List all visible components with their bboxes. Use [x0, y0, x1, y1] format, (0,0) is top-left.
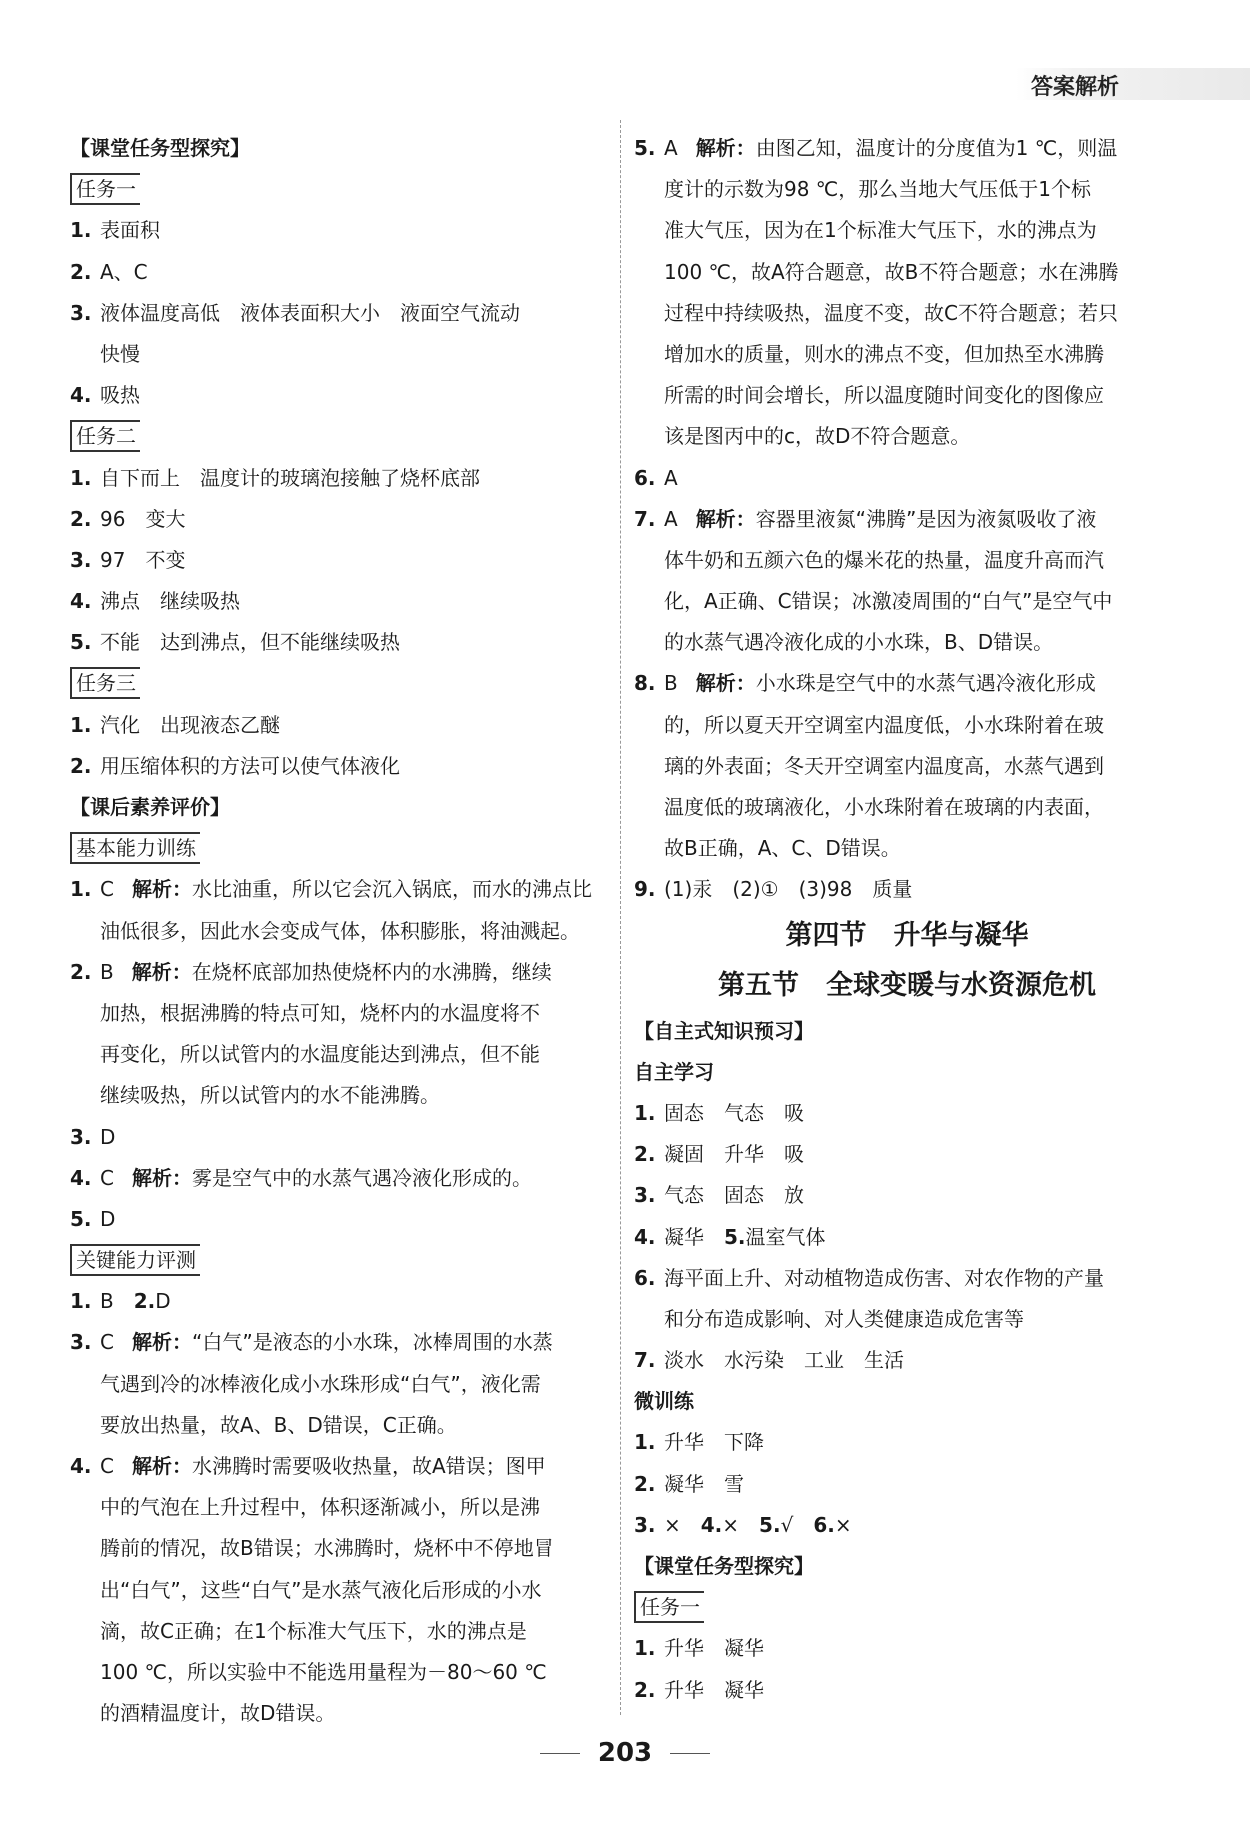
- answer-line: [70, 705, 610, 746]
- answer-text: 温室气体: [745, 1224, 826, 1249]
- answer-text: (1)汞 (2)① (3)98 质量: [664, 877, 913, 902]
- question-number: 3.: [70, 300, 92, 325]
- answer-line: [634, 1340, 1180, 1381]
- question-number: 1.: [70, 1289, 92, 1314]
- page-number: 203: [597, 1738, 653, 1768]
- answer-line: [634, 787, 1180, 828]
- answer-line: [634, 828, 1180, 869]
- subsection-label-text: 任务一: [70, 173, 140, 205]
- question-number: 3.: [634, 1512, 656, 1537]
- explanation-label: 解析：: [131, 877, 192, 902]
- question-number: 4.: [700, 1512, 723, 1537]
- answer-line: [70, 1117, 610, 1158]
- answer-line: [70, 1158, 610, 1199]
- section-label-text: 【课后素养评价】: [70, 795, 230, 819]
- question-number: 9.: [634, 877, 656, 902]
- answer-line: [634, 1093, 1180, 1134]
- answer-line: [634, 1628, 1180, 1669]
- section-label: [634, 1011, 1180, 1052]
- answer-text: ×: [664, 1512, 701, 1537]
- answer-text: 液体温度高低 液体表面积大小 液面空气流动: [100, 300, 520, 325]
- answer-line: [70, 1034, 610, 1075]
- question-number: 2.: [70, 506, 92, 531]
- subsection-label: [70, 169, 610, 210]
- answer-continuation: 的，所以夏天开空调室内温度低，小水珠附着在玻: [664, 712, 1104, 737]
- answer-text: D: [100, 1124, 116, 1149]
- question-number: 2.: [634, 1677, 656, 1702]
- answer-continuation: 气遇到冷的冰棒液化成小水珠形成“白气”，液化需: [100, 1371, 541, 1396]
- question-number: 6.: [634, 465, 656, 490]
- question-number: 2.: [70, 959, 92, 984]
- answer-choice: B: [100, 959, 114, 984]
- explanation-label: 解析：: [131, 1330, 192, 1355]
- question-number: 4.: [70, 1165, 92, 1190]
- answer-line: [70, 458, 610, 499]
- answer-text: 容器里液氮“沸腾”是因为液氮吸收了液: [755, 506, 1097, 531]
- answer-continuation: 加热，根据沸腾的特点可知，烧杯内的水温度将不: [100, 1000, 540, 1025]
- answer-line: [634, 705, 1180, 746]
- answer-text: B: [100, 1289, 134, 1314]
- answer-text: 97 不变: [100, 547, 186, 572]
- answer-line: [70, 1322, 610, 1363]
- answer-line: [634, 416, 1180, 457]
- question-number: 5.: [70, 630, 92, 655]
- answer-continuation: 快慢: [100, 341, 140, 366]
- explanation-label: 解析：: [131, 1165, 192, 1190]
- answer-line: [70, 1693, 610, 1734]
- answer-continuation: 过程中持续吸热，温度不变，故C不符合题意；若只: [664, 300, 1118, 325]
- answer-continuation: 腾前的情况，故B错误；水沸腾时，烧杯中不停地冒: [100, 1536, 554, 1561]
- answer-line: [70, 952, 610, 993]
- answer-line: [634, 1381, 1180, 1422]
- answer-line: [634, 1134, 1180, 1175]
- question-number: 3.: [70, 1330, 92, 1355]
- subsection-label-text: 任务一: [634, 1591, 704, 1623]
- answer-text: √: [780, 1512, 814, 1537]
- question-number: 6.: [813, 1512, 835, 1537]
- answer-line: [70, 540, 610, 581]
- answer-line: [70, 622, 610, 663]
- answer-continuation: 再变化，所以试管内的水温度能达到沸点，但不能: [100, 1042, 540, 1067]
- answer-line: [634, 458, 1180, 499]
- question-number: 2.: [133, 1289, 156, 1314]
- question-number: 3.: [70, 547, 92, 572]
- answer-choice: C: [100, 1330, 114, 1355]
- answer-text: 水沸腾时需要吸收热量，故A错误；图甲: [191, 1454, 546, 1478]
- section-label-text: 【自主式知识预习】: [634, 1018, 814, 1043]
- answer-text: 升华 凝华: [664, 1636, 764, 1661]
- question-number: 4.: [634, 1224, 656, 1249]
- question-number: 5.: [724, 1224, 746, 1249]
- answer-text: 气态 固态 放: [664, 1183, 804, 1208]
- answer-text: A: [664, 465, 678, 490]
- question-number: 1.: [634, 1636, 656, 1661]
- answer-line: [70, 1364, 610, 1405]
- answer-text: 在烧杯底部加热使烧杯内的水沸腾，继续: [191, 959, 552, 984]
- answer-line: [634, 622, 1180, 663]
- answer-text: 淡水 水污染 工业 生活: [664, 1348, 904, 1373]
- answer-line: [70, 1075, 610, 1116]
- answer-continuation: 中的气泡在上升过程中，体积逐渐减小，所以是沸: [100, 1495, 540, 1520]
- answer-continuation: 100 ℃，故A符合题意，故B不符合题意；水在沸腾: [664, 259, 1119, 284]
- question-number: 5.: [759, 1512, 781, 1537]
- answer-text: 升华 凝华: [664, 1677, 764, 1702]
- question-number: 1.: [634, 1100, 656, 1125]
- answer-text: 固态 气态 吸: [664, 1100, 804, 1125]
- question-number: 8.: [634, 671, 656, 696]
- answer-line: [70, 1446, 610, 1487]
- answer-line: [634, 128, 1180, 169]
- answer-line: [634, 581, 1180, 622]
- answer-text: D: [155, 1289, 171, 1314]
- answer-line: [70, 1652, 610, 1693]
- answer-continuation: 增加水的质量，则水的沸点不变，但加热至水沸腾: [664, 341, 1104, 366]
- question-number: 6.: [634, 1265, 656, 1290]
- answer-text: 汽化 出现液态乙醚: [100, 712, 280, 737]
- answer-line: [70, 993, 610, 1034]
- answer-continuation: 故B正确，A、C、D错误。: [664, 836, 901, 861]
- answer-text: “白气”是液态的小水珠，冰棒周围的水蒸: [191, 1330, 553, 1355]
- answer-line: [634, 1217, 1180, 1258]
- question-number: 1.: [634, 1430, 656, 1455]
- plain-heading-text: 自主学习: [634, 1059, 714, 1084]
- answer-text: 升华 下降: [664, 1430, 764, 1455]
- question-number: 2.: [634, 1471, 656, 1496]
- answer-line: [634, 499, 1180, 540]
- answer-continuation: 出“白气”，这些“白气”是水蒸气液化后形成的小水: [100, 1577, 542, 1602]
- answer-line: [70, 334, 610, 375]
- answer-line: [634, 746, 1180, 787]
- answer-text: 表面积: [100, 218, 160, 243]
- answer-text: 小水珠是空气中的水蒸气遇冷液化形成: [755, 671, 1096, 696]
- answer-text: 海平面上升、对动植物造成伤害、对农作物的产量: [664, 1265, 1104, 1290]
- section-label: [70, 128, 610, 169]
- answer-line: [70, 1405, 610, 1446]
- answer-text: 自下而上 温度计的玻璃泡接触了烧杯底部: [100, 465, 480, 490]
- section-label-text: 【课堂任务型探究】: [634, 1554, 814, 1578]
- question-number: 4.: [70, 1454, 92, 1478]
- answer-line: [634, 293, 1180, 334]
- answer-continuation: 的水蒸气遇冷液化成的小水珠，B、D错误。: [664, 630, 1054, 655]
- answer-line: [70, 210, 610, 251]
- subsection-label-text: 基本能力训练: [70, 832, 200, 864]
- answer-choice: A: [664, 136, 678, 160]
- section-label: [634, 1546, 1180, 1587]
- answer-line: [70, 1528, 610, 1569]
- section-label: [70, 787, 610, 828]
- answer-continuation: 度计的示数为98 ℃，那么当地大气压低于1个标: [664, 177, 1091, 202]
- subsection-label: [634, 1587, 1180, 1628]
- answer-line: [634, 1175, 1180, 1216]
- answer-text: 96 变大: [100, 506, 186, 531]
- answer-line: [70, 581, 610, 622]
- answer-line: [634, 869, 1180, 910]
- answer-line: [634, 334, 1180, 375]
- answer-line: [634, 210, 1180, 251]
- answer-continuation: 璃的外表面；冬天开空调室内温度高，水蒸气遇到: [664, 753, 1104, 778]
- answer-choice: B: [664, 671, 678, 696]
- answer-text: 水比油重，所以它会沉入锅底，而水的沸点比: [191, 877, 592, 902]
- answer-line: [634, 252, 1180, 293]
- answer-choice: C: [100, 877, 114, 902]
- answer-continuation: 要放出热量，故A、B、D错误，C正确。: [100, 1412, 457, 1437]
- answer-choice: C: [100, 1454, 114, 1478]
- answer-line: [634, 540, 1180, 581]
- explanation-label: 解析：: [131, 1454, 192, 1478]
- answer-text: 凝华 雪: [664, 1471, 744, 1496]
- answer-line: [634, 1670, 1180, 1711]
- answer-line: [70, 1199, 610, 1240]
- answer-line: [634, 1505, 1180, 1546]
- section-label-text: 【课堂任务型探究】: [70, 136, 250, 160]
- answer-line: [70, 375, 610, 416]
- question-number: 2.: [634, 1142, 656, 1167]
- question-number: 4.: [70, 589, 92, 614]
- answer-continuation: 滴，故C正确；在1个标准大气压下，水的沸点是: [100, 1618, 527, 1643]
- answer-continuation: 该是图丙中的c，故D不符合题意。: [664, 424, 971, 449]
- answer-line: [70, 499, 610, 540]
- answer-continuation: 和分布造成影响、对人类健康造成危害等: [664, 1306, 1024, 1331]
- question-number: 4.: [70, 383, 92, 408]
- subsection-label-text: 任务二: [70, 420, 140, 452]
- question-number: 1.: [70, 218, 92, 243]
- subsection-label: [70, 663, 610, 704]
- question-number: 1.: [70, 877, 92, 902]
- subsection-label: [70, 416, 610, 457]
- question-number: 2.: [70, 259, 92, 284]
- subsection-label: [70, 1240, 610, 1281]
- question-number: 5.: [634, 136, 656, 160]
- answer-line: [70, 1611, 610, 1652]
- answer-line: [634, 1464, 1180, 1505]
- answer-continuation: 体牛奶和五颜六色的爆米花的热量，温度升高而汽: [664, 547, 1104, 572]
- answer-text: 凝固 升华 吸: [664, 1142, 804, 1167]
- answer-line: [70, 746, 610, 787]
- answer-line: [634, 169, 1180, 210]
- answer-line: [70, 1487, 610, 1528]
- answer-text: 用压缩体积的方法可以使气体液化: [100, 753, 400, 778]
- answer-continuation: 的酒精温度计，故D错误。: [100, 1701, 336, 1726]
- question-number: 7.: [634, 506, 656, 531]
- question-number: 2.: [70, 753, 92, 778]
- question-number: 1.: [70, 712, 92, 737]
- answer-line: [70, 869, 610, 910]
- column-divider: [620, 120, 621, 1715]
- answer-line: [634, 1422, 1180, 1463]
- section-heading: 第四节 升华与凝华: [785, 919, 1029, 951]
- answer-choice: C: [100, 1165, 114, 1190]
- header-title: 答案解析: [1031, 75, 1120, 100]
- answer-line: [634, 1052, 1180, 1093]
- explanation-label: 解析：: [695, 506, 756, 531]
- answer-continuation: 化，A正确、C错误；冰激凌周围的“白气”是空气中: [664, 589, 1113, 614]
- question-number: 3.: [634, 1183, 656, 1208]
- answer-text: 由图乙知，温度计的分度值为1 ℃，则温: [755, 136, 1118, 160]
- explanation-label: 解析：: [131, 959, 192, 984]
- answer-continuation: 所需的时间会增长，所以温度随时间变化的图像应: [664, 383, 1104, 408]
- answer-text: D: [100, 1206, 116, 1231]
- answer-line: [634, 1299, 1180, 1340]
- question-number: 1.: [70, 465, 92, 490]
- page-number-dash-left: [540, 1753, 580, 1754]
- answer-text: 凝华: [664, 1224, 724, 1249]
- answer-line: [70, 1570, 610, 1611]
- subsection-label-text: 关键能力评测: [70, 1244, 200, 1276]
- answer-continuation: 准大气压，因为在1个标准大气压下，水的沸点为: [664, 218, 1097, 243]
- answer-continuation: 温度低的玻璃液化，小水珠附着在玻璃的内表面，: [664, 795, 1104, 819]
- explanation-label: 解析：: [695, 136, 756, 160]
- answer-text: A、C: [100, 259, 148, 284]
- answer-continuation: 油低很多，因此水会变成气体，体积膨胀，将油溅起。: [100, 918, 580, 943]
- answer-choice: A: [664, 506, 678, 531]
- question-number: 5.: [70, 1206, 92, 1231]
- subsection-label: [70, 828, 610, 869]
- answer-line: [634, 375, 1180, 416]
- answer-text: ×: [834, 1512, 852, 1537]
- plain-heading-text: 微训练: [634, 1389, 694, 1414]
- answer-continuation: 继续吸热，所以试管内的水不能沸腾。: [100, 1083, 440, 1108]
- right-column: [634, 128, 1180, 1711]
- section-heading: 第五节 全球变暖与水资源危机: [718, 969, 1096, 1001]
- answer-line: [634, 663, 1180, 704]
- question-number: 7.: [634, 1348, 656, 1373]
- answer-line: [70, 252, 610, 293]
- answer-line: [70, 1281, 610, 1322]
- answer-line: [634, 1258, 1180, 1299]
- answer-line: [70, 911, 610, 952]
- answer-line: [70, 293, 610, 334]
- answer-text: 吸热: [100, 383, 140, 408]
- answer-text: 沸点 继续吸热: [100, 589, 240, 614]
- explanation-label: 解析：: [695, 671, 756, 696]
- answer-continuation: 100 ℃，所以实验中不能选用量程为－80～60 ℃: [100, 1659, 547, 1684]
- page-number-bar: [0, 1738, 1250, 1768]
- page-number-dash-right: [670, 1753, 710, 1754]
- question-number: 3.: [70, 1124, 92, 1149]
- answer-text: ×: [722, 1512, 760, 1537]
- answer-text: 不能 达到沸点，但不能继续吸热: [100, 630, 400, 655]
- left-column: [70, 128, 610, 1734]
- answer-text: 雾是空气中的水蒸气遇冷液化形成的。: [191, 1165, 532, 1190]
- subsection-label-text: 任务三: [70, 667, 140, 699]
